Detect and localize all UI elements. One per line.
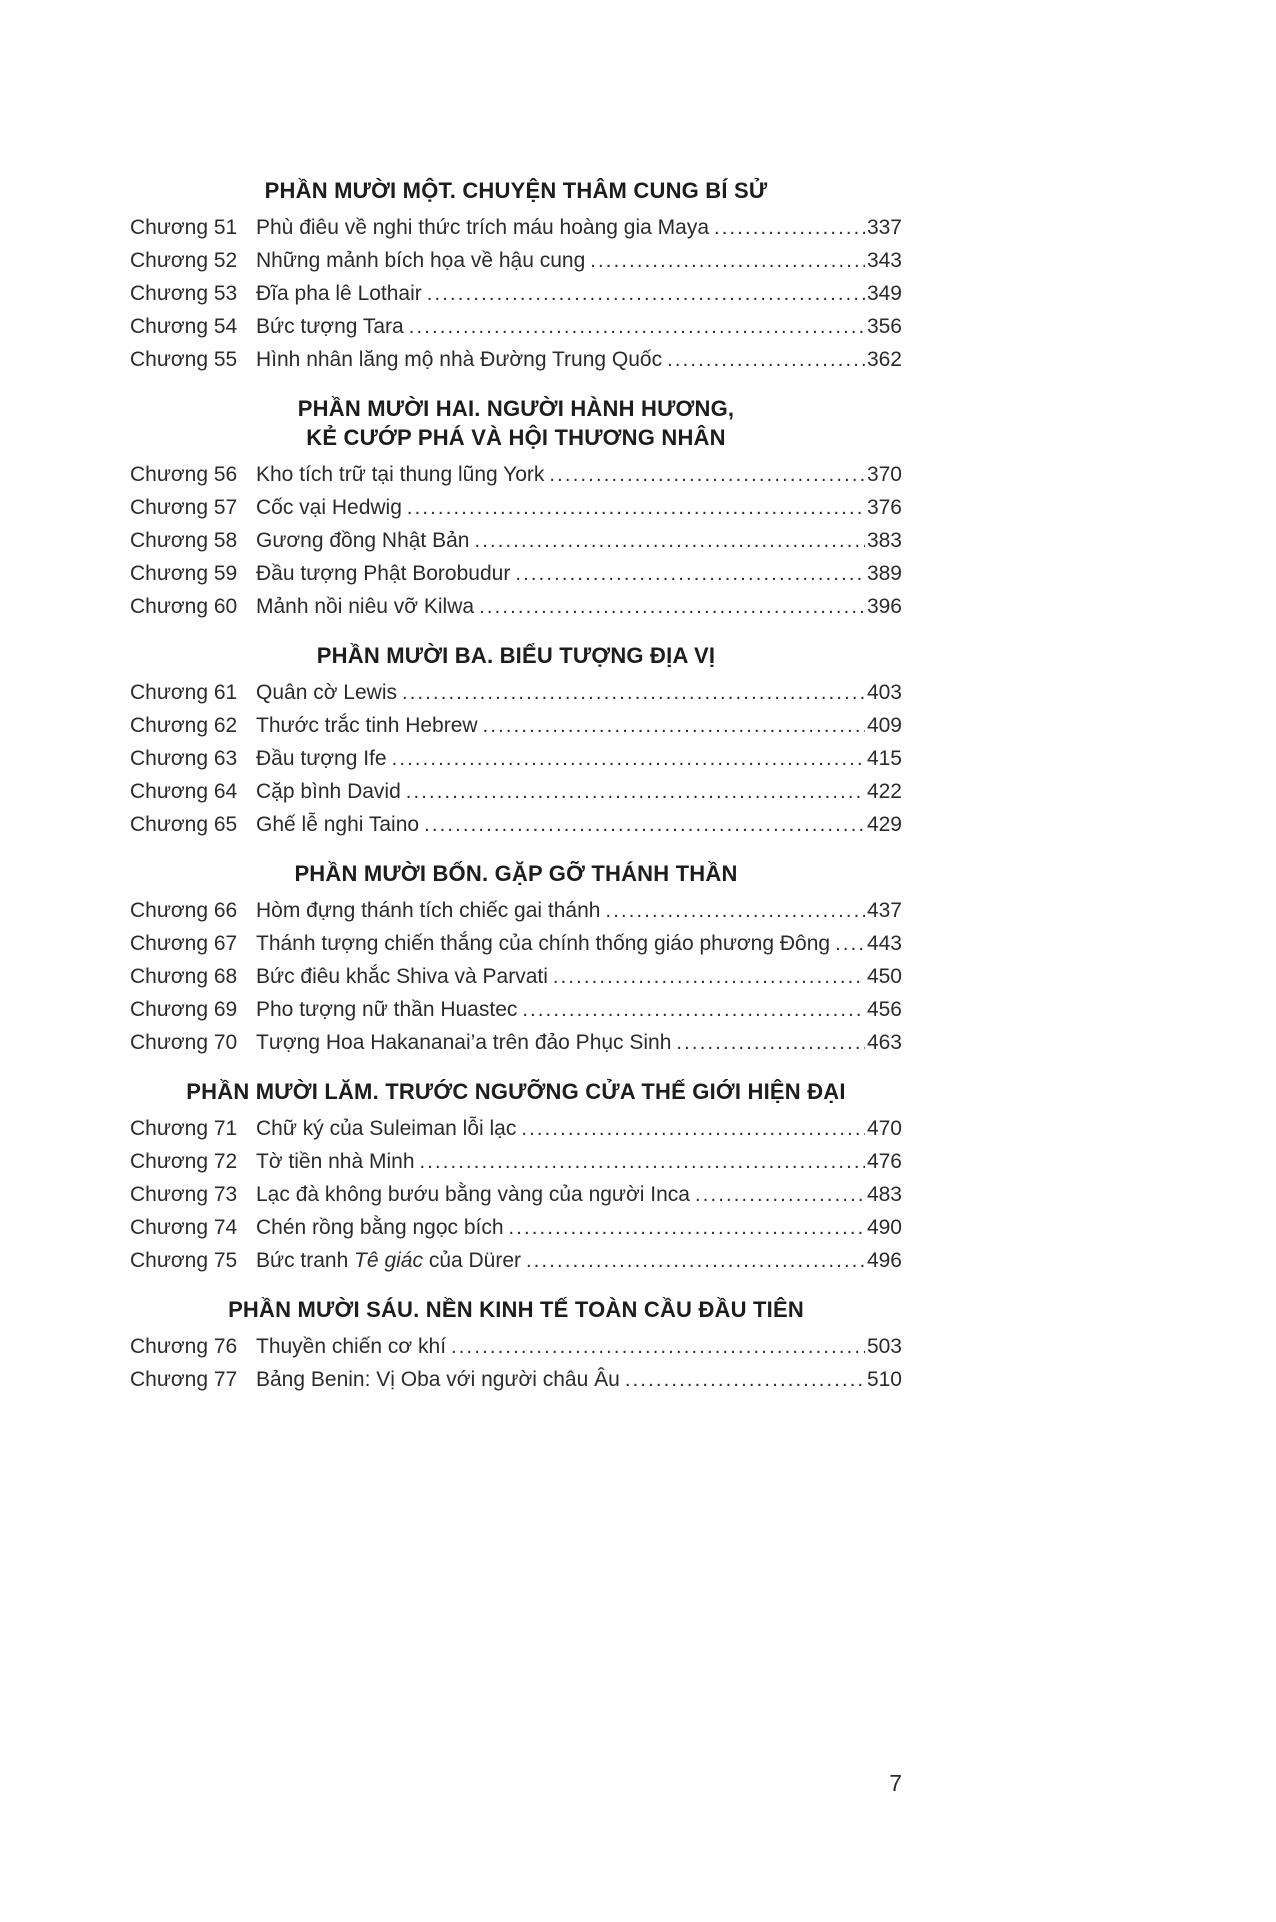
- table-of-contents: [130, 176, 902, 1396]
- chapter-title-segment: Hình nhân lăng mộ nhà Đường Trung Quốc: [256, 348, 663, 371]
- toc-row: [130, 1330, 902, 1363]
- chapter-label: Chương 57: [130, 496, 238, 519]
- chapter-title: [256, 590, 474, 623]
- chapter-title: [256, 1145, 415, 1178]
- chapter-page-number: 490: [866, 1216, 902, 1239]
- chapter-title-segment: Kho tích trữ tại thung lũng York: [256, 463, 545, 486]
- toc-row: [130, 343, 902, 376]
- chapter-label: Chương 62: [130, 714, 238, 737]
- toc-row: [130, 808, 902, 841]
- toc-row: [130, 211, 902, 244]
- chapter-page-number: 343: [866, 249, 902, 272]
- chapter-title: [256, 1112, 516, 1145]
- chapter-label: Chương 71: [130, 1117, 238, 1140]
- chapter-title-segment: Chữ ký của Suleiman lỗi lạc: [256, 1117, 517, 1140]
- toc-row: [130, 491, 902, 524]
- chapter-label: Chương 70: [130, 1031, 238, 1054]
- dot-leader: [402, 676, 865, 710]
- chapter-title-segment: Thước trắc tinh Hebrew: [256, 714, 478, 737]
- chapter-title: [256, 211, 709, 244]
- toc-row: [130, 993, 902, 1026]
- section-heading: [130, 1077, 902, 1106]
- chapter-title: [256, 993, 517, 1026]
- chapter-label: Chương 67: [130, 932, 238, 955]
- chapter-title-segment: Thuyền chiến cơ khí: [256, 1335, 447, 1358]
- toc-section: [130, 641, 902, 841]
- folio-page-number: 7: [889, 1770, 902, 1796]
- toc-row: [130, 458, 902, 491]
- chapter-label: Chương 76: [130, 1335, 238, 1358]
- chapter-label: Chương 56: [130, 463, 238, 486]
- section-heading: [130, 859, 902, 888]
- toc-row: [130, 676, 902, 709]
- chapter-title-segment: Lạc đà không bướu bằng vàng của người Inca: [256, 1183, 690, 1206]
- toc-row: [130, 557, 902, 590]
- toc-row: [130, 310, 902, 343]
- chapter-label: Chương 75: [130, 1249, 238, 1272]
- toc-row: [130, 927, 902, 960]
- chapter-title: [256, 458, 544, 491]
- chapter-title: [256, 310, 404, 343]
- section-heading-line: PHẦN MƯỜI BA. BIỂU TƯỢNG ĐỊA VỊ: [316, 643, 716, 668]
- chapter-title-segment: Đầu tượng Ife: [256, 747, 387, 770]
- chapter-title-segment: Cốc vại Hedwig: [256, 496, 402, 519]
- dot-leader: [406, 775, 865, 809]
- chapter-title-segment: Bức điêu khắc Shiva và Parvati: [256, 965, 548, 988]
- chapter-label: Chương 51: [130, 216, 238, 239]
- toc-row: [130, 1026, 902, 1059]
- dot-leader: [427, 277, 865, 311]
- chapter-title-segment: Thánh tượng chiến thắng của chính thống giáo phương Đông: [256, 932, 831, 955]
- dot-leader: [835, 927, 865, 961]
- section-heading: [130, 1295, 902, 1324]
- chapter-page-number: 450: [866, 965, 902, 988]
- chapter-title: [256, 277, 422, 310]
- chapter-title: [256, 1244, 521, 1277]
- chapter-title-segment: của Dürer: [422, 1249, 522, 1272]
- dot-leader: [407, 491, 865, 525]
- chapter-title: [256, 709, 478, 742]
- chapter-title-segment: Những mảnh bích họa về hậu cung: [256, 249, 586, 272]
- toc-section: [130, 1077, 902, 1277]
- chapter-page-number: 443: [866, 932, 902, 955]
- chapter-page-number: 389: [866, 562, 902, 585]
- chapter-page-number: 496: [866, 1249, 902, 1272]
- toc-row: [130, 960, 902, 993]
- chapter-label: Chương 58: [130, 529, 238, 552]
- chapter-label: Chương 55: [130, 348, 238, 371]
- chapter-label: Chương 74: [130, 1216, 238, 1239]
- toc-row: [130, 277, 902, 310]
- chapter-page-number: 437: [866, 899, 902, 922]
- chapter-title-segment: Hòm đựng thánh tích chiếc gai thánh: [256, 899, 601, 922]
- toc-row: [130, 1363, 902, 1396]
- toc-section: [130, 394, 902, 623]
- dot-leader: [605, 894, 865, 928]
- toc-section: [130, 1295, 902, 1396]
- chapter-label: Chương 73: [130, 1183, 238, 1206]
- chapter-label: Chương 60: [130, 595, 238, 618]
- dot-leader: [515, 557, 865, 591]
- chapter-title-segment: Tờ tiền nhà Minh: [256, 1150, 415, 1173]
- chapter-page-number: 422: [866, 780, 902, 803]
- dot-leader: [549, 458, 865, 492]
- section-heading-line: PHẦN MƯỜI SÁU. NỀN KINH TẾ TOÀN CẦU ĐẦU TIÊN: [228, 1297, 804, 1322]
- dot-leader: [590, 244, 865, 278]
- toc-section: [130, 176, 902, 376]
- toc-row: [130, 709, 902, 742]
- toc-row: [130, 1211, 902, 1244]
- chapter-title: [256, 808, 419, 841]
- chapter-page-number: 403: [866, 681, 902, 704]
- chapter-page-number: 415: [866, 747, 902, 770]
- dot-leader: [553, 960, 865, 994]
- toc-row: [130, 775, 902, 808]
- chapter-page-number: 409: [866, 714, 902, 737]
- dot-leader: [695, 1178, 865, 1212]
- dot-leader: [625, 1363, 865, 1397]
- dot-leader: [509, 1211, 865, 1245]
- section-heading-line: KẺ CƯỚP PHÁ VÀ HỘI THƯƠNG NHÂN: [306, 425, 726, 450]
- chapter-page-number: 396: [866, 595, 902, 618]
- chapter-page-number: 383: [866, 529, 902, 552]
- chapter-title: [256, 927, 830, 960]
- chapter-title-segment: Ghế lễ nghi Taino: [256, 813, 420, 836]
- chapter-page-number: 362: [866, 348, 902, 371]
- chapter-title: [256, 343, 662, 376]
- chapter-page-number: 483: [866, 1183, 902, 1206]
- chapter-page-number: 476: [866, 1150, 902, 1173]
- chapter-title: [256, 244, 585, 277]
- chapter-title: [256, 1363, 620, 1396]
- dot-leader: [676, 1026, 865, 1060]
- toc-section: [130, 859, 902, 1059]
- dot-leader: [424, 808, 865, 842]
- dot-leader: [526, 1244, 865, 1278]
- toc-row: [130, 590, 902, 623]
- chapter-title: [256, 960, 548, 993]
- dot-leader: [420, 1145, 865, 1179]
- chapter-page-number: 349: [866, 282, 902, 305]
- chapter-title: [256, 1178, 690, 1211]
- section-heading: [130, 394, 902, 452]
- toc-row: [130, 1145, 902, 1178]
- dot-leader: [483, 709, 865, 743]
- section-heading-line: PHẦN MƯỜI LĂM. TRƯỚC NGƯỠNG CỬA THẾ GIỚI HIỆN ĐẠI: [186, 1079, 846, 1104]
- chapter-page-number: 337: [866, 216, 902, 239]
- chapter-page-number: 503: [866, 1335, 902, 1358]
- dot-leader: [521, 1112, 865, 1146]
- chapter-title: [256, 1211, 504, 1244]
- toc-row: [130, 894, 902, 927]
- chapter-label: Chương 54: [130, 315, 238, 338]
- chapter-label: Chương 52: [130, 249, 238, 272]
- dot-leader: [474, 524, 864, 558]
- chapter-page-number: 510: [866, 1368, 902, 1391]
- chapter-page-number: 463: [866, 1031, 902, 1054]
- toc-row: [130, 1244, 902, 1277]
- chapter-page-number: 470: [866, 1117, 902, 1140]
- toc-row: [130, 1112, 902, 1145]
- chapter-label: Chương 69: [130, 998, 238, 1021]
- chapter-label: Chương 77: [130, 1368, 238, 1391]
- chapter-page-number: 376: [866, 496, 902, 519]
- dot-leader: [479, 590, 865, 624]
- chapter-title-segment: Tê giác: [354, 1249, 423, 1272]
- chapter-label: Chương 66: [130, 899, 238, 922]
- chapter-page-number: 370: [866, 463, 902, 486]
- chapter-title-segment: Đầu tượng Phật Borobudur: [256, 562, 511, 585]
- toc-row: [130, 1178, 902, 1211]
- chapter-title-segment: Mảnh nồi niêu vỡ Kilwa: [256, 595, 475, 618]
- chapter-title-segment: Quân cờ Lewis: [256, 681, 398, 704]
- section-heading-line: PHẦN MƯỜI MỘT. CHUYỆN THÂM CUNG BÍ SỬ: [264, 178, 768, 203]
- toc-row: [130, 244, 902, 277]
- chapter-label: Chương 61: [130, 681, 238, 704]
- chapter-label: Chương 53: [130, 282, 238, 305]
- chapter-label: Chương 59: [130, 562, 238, 585]
- chapter-label: Chương 64: [130, 780, 238, 803]
- chapter-title-segment: Gương đồng Nhật Bản: [256, 529, 470, 552]
- chapter-title: [256, 894, 600, 927]
- section-heading-line: PHẦN MƯỜI HAI. NGƯỜI HÀNH HƯƠNG,: [297, 396, 735, 421]
- chapter-label: Chương 65: [130, 813, 238, 836]
- chapter-title-segment: Cặp bình David: [256, 780, 401, 803]
- chapter-page-number: 429: [866, 813, 902, 836]
- section-heading: [130, 176, 902, 205]
- chapter-title-segment: Bảng Benin: Vị Oba với người châu Âu: [256, 1368, 620, 1391]
- dot-leader: [667, 343, 865, 377]
- chapter-title-segment: Bức tượng Tara: [256, 315, 404, 338]
- chapter-title: [256, 557, 510, 590]
- chapter-title-segment: Tượng Hoa Hakananai’a trên đảo Phục Sinh: [256, 1031, 672, 1054]
- toc-row: [130, 524, 902, 557]
- section-heading-line: PHẦN MƯỜI BỐN. GẶP GỠ THÁNH THẦN: [294, 861, 738, 886]
- dot-leader: [522, 993, 865, 1027]
- chapter-title-segment: Chén rồng bằng ngọc bích: [256, 1216, 504, 1239]
- dot-leader: [409, 310, 865, 344]
- toc-row: [130, 742, 902, 775]
- dot-leader: [451, 1330, 865, 1364]
- chapter-page-number: 356: [866, 315, 902, 338]
- chapter-title: [256, 742, 387, 775]
- chapter-title-segment: Pho tượng nữ thần Huastec: [256, 998, 518, 1021]
- dot-leader: [714, 211, 865, 245]
- section-heading: [130, 641, 902, 670]
- chapter-label: Chương 63: [130, 747, 238, 770]
- chapter-label: Chương 72: [130, 1150, 238, 1173]
- chapter-title: [256, 1026, 671, 1059]
- chapter-title: [256, 524, 469, 557]
- chapter-title-segment: Bức tranh: [256, 1249, 355, 1272]
- chapter-label: Chương 68: [130, 965, 238, 988]
- chapter-title-segment: Đĩa pha lê Lothair: [256, 282, 422, 305]
- dot-leader: [392, 742, 865, 776]
- chapter-title: [256, 775, 401, 808]
- chapter-title: [256, 491, 402, 524]
- chapter-title-segment: Phù điêu về nghi thức trích máu hoàng gia Maya: [256, 216, 709, 239]
- chapter-page-number: 456: [866, 998, 902, 1021]
- chapter-title: [256, 1330, 446, 1363]
- chapter-title: [256, 676, 397, 709]
